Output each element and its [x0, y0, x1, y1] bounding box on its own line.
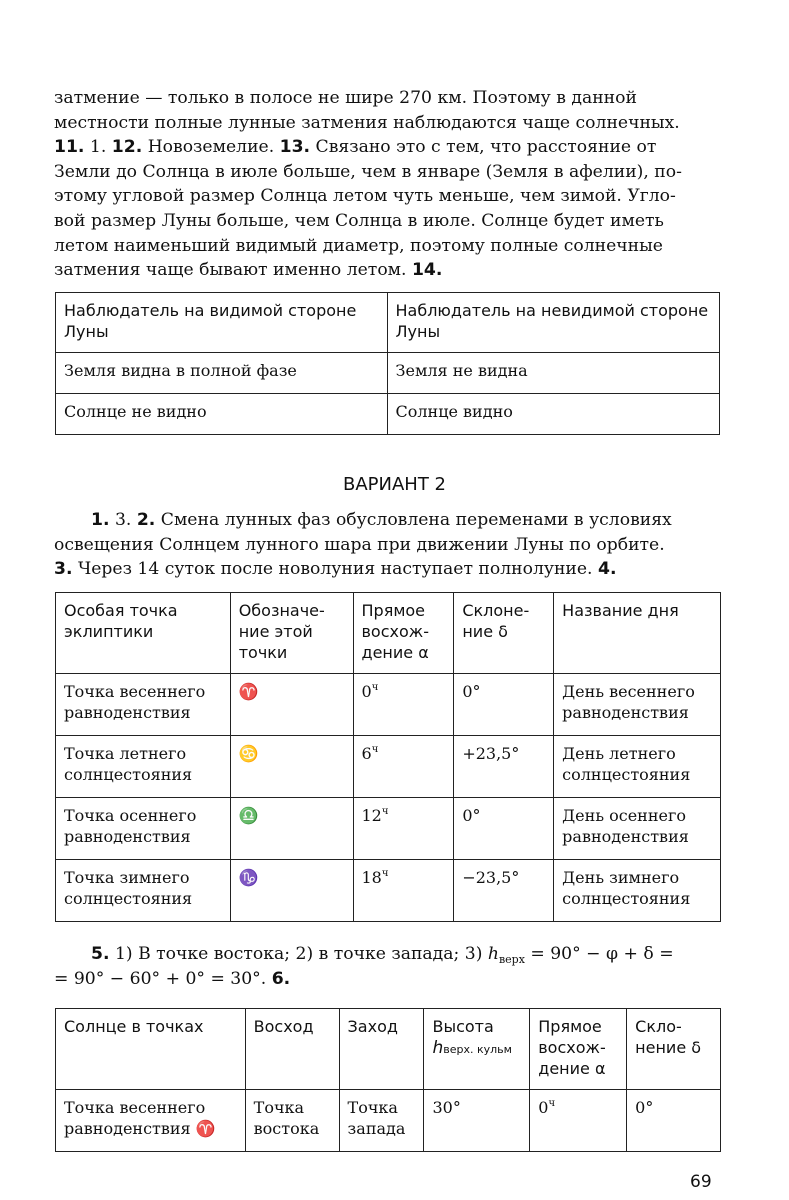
- text-line: затмение — только в полосе не шире 270 км. Поэтому в данной: [54, 88, 637, 108]
- answer-text: 1) В точке востока; 2) в точке запада; 3): [109, 944, 488, 964]
- table-cell: Склоне-ние δ: [454, 593, 554, 674]
- table-cell: Заход: [339, 1009, 424, 1090]
- table-cell: Название дня: [554, 593, 721, 674]
- intro-paragraph: [54, 86, 722, 283]
- table-cell: Восход: [245, 1009, 339, 1090]
- header-text: Высота: [432, 1017, 494, 1036]
- cancer-icon: ♋: [230, 736, 353, 798]
- value-text: 12: [361, 806, 382, 825]
- value-text: 0: [361, 682, 372, 701]
- hour-mark: ч: [381, 868, 389, 879]
- hour-mark: ч: [381, 806, 389, 817]
- height-symbol: h: [432, 1038, 444, 1058]
- table-cell: Наблюдатель на видимой стороне Луны: [56, 293, 388, 353]
- ecliptic-points-table: [55, 592, 721, 922]
- height-subscript: верх. кульм: [443, 1043, 512, 1056]
- answer-number: 13.: [279, 137, 311, 158]
- answer-number: 1.: [91, 510, 110, 530]
- answer-text: Через 14 суток после новолуния наступает полнолуние.: [72, 559, 598, 580]
- table-cell: Земля не видна: [387, 353, 720, 394]
- table-cell: Наблюдатель на невидимой стороне Луны: [387, 293, 720, 353]
- observer-table: [55, 292, 720, 435]
- answer-text: Новоземелие.: [142, 137, 280, 158]
- height-subscript: верх: [498, 953, 525, 966]
- text-line: освещения Солнцем лунного шара при движении Луны по орбите.: [54, 534, 665, 555]
- table-cell: 0°: [627, 1090, 721, 1152]
- answer-number: 2.: [136, 510, 156, 530]
- hour-mark: ч: [371, 744, 379, 755]
- table-cell: Точка летнего солнцестояния: [56, 736, 231, 798]
- sun-points-table: [55, 1008, 721, 1152]
- table-cell: День летнего солнцестояния: [554, 736, 721, 798]
- table-cell: [353, 860, 454, 922]
- text-line: [54, 135, 722, 160]
- answer-text: = 90° − 60° + 0° = 30°.: [54, 968, 272, 989]
- capricorn-icon: ♑: [230, 860, 353, 922]
- answer-text: затмения чаще бывают именно летом.: [54, 260, 412, 281]
- table-cell: Точка зимнего солнцестояния: [56, 860, 231, 922]
- table-cell: +23,5°: [454, 736, 554, 798]
- hour-mark: ч: [548, 1098, 556, 1109]
- table-cell: Точка востока: [245, 1090, 339, 1152]
- table-cell: [353, 798, 454, 860]
- answer-text: = 90° − φ + δ =: [524, 944, 674, 964]
- table-cell: Скло-нение δ: [627, 1009, 721, 1090]
- answer-text: 1.: [84, 137, 112, 158]
- value-text: 18: [361, 868, 382, 887]
- text-line: летом наименьший видимый диаметр, поэтому полные солнечные: [54, 235, 663, 256]
- table-cell: Обозначе-ние этой точки: [230, 593, 353, 674]
- value-text: 0: [538, 1098, 549, 1117]
- libra-icon: ♎: [230, 798, 353, 860]
- text-line: [54, 508, 722, 533]
- answer-number: 12.: [111, 137, 143, 158]
- answer-text: Смена лунных фаз обусловлена переменами в условиях: [155, 510, 672, 530]
- table-cell: 0°: [454, 674, 554, 736]
- table-cell: [353, 736, 454, 798]
- height-symbol: h: [487, 944, 499, 964]
- page-number: 69: [690, 1172, 712, 1192]
- table-cell: [530, 1090, 627, 1152]
- answer-number: 14.: [411, 260, 443, 281]
- table-cell: Прямое восхож-дение α: [353, 593, 454, 674]
- text-line: [54, 557, 722, 582]
- answer-number: 5.: [91, 944, 110, 964]
- table-cell: Точка весеннего равноденствия: [56, 674, 231, 736]
- table-cell: Точка запада: [339, 1090, 424, 1152]
- aries-icon: ♈: [230, 674, 353, 736]
- table-cell: −23,5°: [454, 860, 554, 922]
- answer-number: 11.: [54, 137, 85, 158]
- answer-number: 6.: [271, 968, 291, 989]
- hour-mark: ч: [371, 682, 379, 693]
- answer-number: 4.: [598, 559, 617, 580]
- table-cell: Солнце в точках: [56, 1009, 246, 1090]
- table-cell: День весеннего равноденствия: [554, 674, 721, 736]
- table-cell: Особая точка эклиптики: [56, 593, 231, 674]
- answer-number: 3.: [54, 559, 73, 580]
- table-cell: Солнце видно: [387, 394, 720, 435]
- answer5-paragraph: [54, 942, 722, 991]
- table-cell: 0°: [454, 798, 554, 860]
- text-line: [54, 258, 722, 283]
- text-line: местности полные лунные затмения наблюдаются чаще солнечных.: [54, 112, 680, 133]
- table-cell: [424, 1009, 530, 1090]
- table-cell: Земля видна в полной фазе: [56, 353, 388, 394]
- text-line: вой размер Луны больше, чем Солнца в июле. Солнце будет иметь: [54, 210, 664, 231]
- value-text: 6: [361, 744, 372, 763]
- text-line: Земли до Солнца в июле больше, чем в январе (Земля в афелии), по-: [54, 161, 682, 182]
- text-line: [54, 942, 722, 967]
- table-cell: День зимнего солнцестояния: [554, 860, 721, 922]
- table-cell: [353, 674, 454, 736]
- variant2-paragraph: [54, 508, 722, 582]
- table-cell: Прямое восхож-дение α: [530, 1009, 627, 1090]
- answer-text: Связано это с тем, что расстояние от: [310, 137, 657, 158]
- table-cell: День осеннего равноденствия: [554, 798, 721, 860]
- text-line: этому угловой размер Солнца летом чуть меньше, чем зимой. Угло-: [54, 186, 676, 207]
- text-line: [54, 967, 722, 992]
- table-cell: Точка осеннего равноденствия: [56, 798, 231, 860]
- answer-text: 3.: [109, 510, 137, 530]
- variant-heading: ВАРИАНТ 2: [343, 474, 446, 495]
- table-cell: Точка весеннего равноденствия ♈: [56, 1090, 246, 1152]
- table-cell: 30°: [424, 1090, 530, 1152]
- table-cell: Солнце не видно: [56, 394, 388, 435]
